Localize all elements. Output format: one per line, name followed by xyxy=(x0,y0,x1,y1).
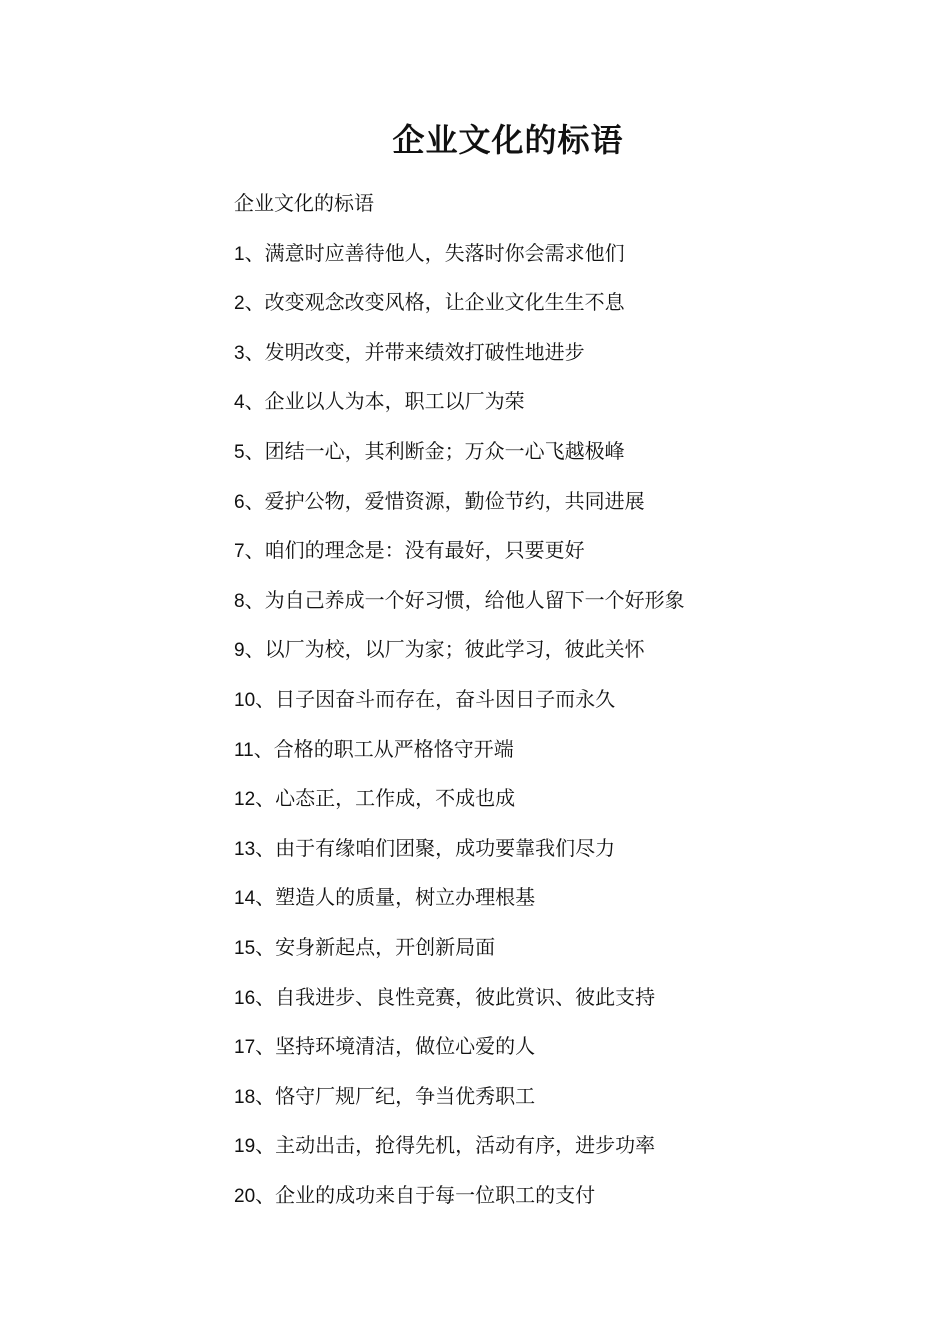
slogan-text: 塑造人的质量，树立办理根基 xyxy=(275,885,536,910)
slogan-separator: 、 xyxy=(244,538,265,563)
slogan-text: 坚持环境清洁，做位心爱的人 xyxy=(275,1034,536,1059)
slogan-item xyxy=(234,284,894,334)
slogan-separator: 、 xyxy=(244,587,265,612)
slogan-number: 3 xyxy=(234,342,245,364)
slogan-text: 企业的成功来自于每一位职工的支付 xyxy=(275,1182,596,1207)
slogan-item xyxy=(234,879,894,929)
slogan-separator: 、 xyxy=(244,637,265,662)
slogan-text: 主动出击，抢得先机，活动有序，进步功率 xyxy=(275,1133,656,1158)
document-body xyxy=(234,185,894,1226)
slogan-number: 16 xyxy=(234,987,256,1009)
slogan-item xyxy=(234,334,894,384)
slogan-number: 4 xyxy=(234,392,245,414)
slogan-separator: 、 xyxy=(244,438,265,463)
slogan-item xyxy=(234,383,894,433)
slogan-text: 发明改变，并带来绩效打破性地进步 xyxy=(264,339,585,364)
slogan-item xyxy=(234,830,894,880)
slogan-item xyxy=(234,1028,894,1078)
slogan-separator: 、 xyxy=(244,339,265,364)
slogan-list xyxy=(234,235,894,1227)
slogan-number: 5 xyxy=(234,441,245,463)
slogan-separator: 、 xyxy=(255,984,276,1009)
slogan-item xyxy=(234,780,894,830)
slogan-text: 由于有缘咱们团聚，成功要靠我们尽力 xyxy=(275,835,616,860)
slogan-separator: 、 xyxy=(255,1182,276,1207)
slogan-text: 咱们的理念是：没有最好，只要更好 xyxy=(264,538,585,563)
slogan-number: 2 xyxy=(234,293,245,315)
slogan-separator: 、 xyxy=(255,885,276,910)
slogan-separator: 、 xyxy=(244,290,265,315)
slogan-separator: 、 xyxy=(244,240,265,265)
slogan-number: 19 xyxy=(234,1136,256,1158)
slogan-number: 17 xyxy=(234,1037,256,1059)
slogan-item xyxy=(234,979,894,1029)
slogan-separator: 、 xyxy=(255,835,276,860)
slogan-separator: 、 xyxy=(255,1133,276,1158)
slogan-text: 日子因奋斗而存在，奋斗因日子而永久 xyxy=(275,686,616,711)
slogan-text: 满意时应善待他人，失落时你会需求他们 xyxy=(264,240,625,265)
slogan-text: 企业以人为本，职工以厂为荣 xyxy=(264,389,525,414)
slogan-number: 8 xyxy=(234,590,245,612)
slogan-separator: 、 xyxy=(255,934,276,959)
slogan-separator: 、 xyxy=(255,786,276,811)
slogan-number: 18 xyxy=(234,1086,256,1108)
slogan-item xyxy=(234,731,894,781)
slogan-item xyxy=(234,929,894,979)
slogan-item xyxy=(234,532,894,582)
slogan-item xyxy=(234,1177,894,1227)
slogan-separator: 、 xyxy=(244,488,265,513)
slogan-text: 心态正，工作成，不成也成 xyxy=(275,786,516,811)
slogan-number: 11 xyxy=(234,739,254,761)
slogan-number: 14 xyxy=(234,888,256,910)
slogan-text: 以厂为校，以厂为家；彼此学习，彼此关怀 xyxy=(264,637,645,662)
slogan-separator: 、 xyxy=(255,1034,276,1059)
slogan-item xyxy=(234,681,894,731)
slogan-item xyxy=(234,1127,894,1177)
slogan-text: 为自己养成一个好习惯，给他人留下一个好形象 xyxy=(264,587,685,612)
slogan-number: 10 xyxy=(234,689,256,711)
slogan-number: 12 xyxy=(234,789,256,811)
slogan-separator: 、 xyxy=(253,736,274,761)
slogan-number: 1 xyxy=(234,243,245,265)
slogan-text: 合格的职工从严格恪守开端 xyxy=(273,736,514,761)
slogan-separator: 、 xyxy=(244,389,265,414)
slogan-text: 安身新起点，开创新局面 xyxy=(275,934,496,959)
slogan-text: 自我进步、良性竞赛，彼此赏识、彼此支持 xyxy=(275,984,656,1009)
slogan-number: 9 xyxy=(234,640,245,662)
slogan-number: 6 xyxy=(234,491,245,513)
slogan-separator: 、 xyxy=(255,686,276,711)
slogan-text: 恪守厂规厂纪，争当优秀职工 xyxy=(275,1083,536,1108)
slogan-item xyxy=(234,1078,894,1128)
slogan-text: 爱护公物，爱惜资源，勤俭节约，共同进展 xyxy=(264,488,645,513)
slogan-item xyxy=(234,483,894,533)
slogan-text: 团结一心，其利断金；万众一心飞越极峰 xyxy=(264,438,625,463)
slogan-number: 7 xyxy=(234,541,245,563)
slogan-number: 20 xyxy=(234,1185,256,1207)
document-subtitle: 企业文化的标语 xyxy=(234,191,374,215)
slogan-item xyxy=(234,433,894,483)
slogan-item xyxy=(234,582,894,632)
slogan-item xyxy=(234,235,894,285)
slogan-number: 13 xyxy=(234,838,256,860)
document-title: 企业文化的标语 xyxy=(392,121,624,159)
slogan-item xyxy=(234,631,894,681)
slogan-number: 15 xyxy=(234,937,256,959)
slogan-separator: 、 xyxy=(255,1083,276,1108)
slogan-text: 改变观念改变风格，让企业文化生生不息 xyxy=(264,290,625,315)
